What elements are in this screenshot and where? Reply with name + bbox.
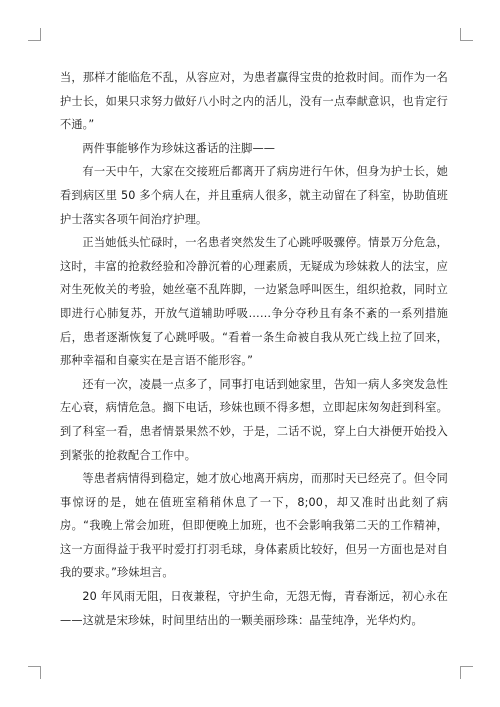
crop-mark-bottom-left <box>28 666 41 679</box>
paragraph-1: 当，那样才能临危不乱，从容应对，为患者赢得宝贵的抢救时间。而作为一名护士长，如果只求努力做好八小时之内的活儿，没有一点奉献意识，也肯定行不通。” <box>60 71 448 132</box>
crop-mark-bottom-right <box>460 666 473 679</box>
paragraph-2: 两件事能够作为珍妹这番话的注脚—— <box>82 141 276 155</box>
paragraph-3: 有一天中午，大家在交接班后都离开了病房进行午休，但身为护士长，她看到病区里 50 多个病人在，并且重病人很多，就主动留在了科室，协助值班护士落实各项午间治疗护理。 <box>60 165 448 226</box>
crop-mark-top-left <box>28 28 41 41</box>
paragraph-5: 还有一次，凌晨一点多了，同事打电话到她家里，告知一病人多突发急性左心衰，病情危急。搁下电话，珍妹也顾不得多想，立即起床匆匆赶到科室。到了科室一看，患者情景果然不妙，于是，二话不说，穿上白大褂便开始投入到紧张的抢救配合工作中。 <box>60 377 448 462</box>
paragraph-6: 等患者病情得到稳定，她才放心地离开病房，而那时天已经亮了。但令同事惊讶的是，她在值班室稍稍休息了一下，8;00，却又准时出此刻了病房。“我晚上常会加班，但即便晚上加班，也不会影响我第二天的工作精神，这一方面得益于我平时爱打打羽毛球，身体素质比较好，但另一方面也是对自我的要求。”珍妹坦言。 <box>60 472 448 580</box>
document-body <box>60 66 448 632</box>
paragraph-4: 正当她低头忙碌时，一名患者突然发生了心跳呼吸骤停。情景万分危急，这时，丰富的抢救经验和冷静沉着的心理素质，无疑成为珍妹救人的法宝，应对生死攸关的考验，她丝毫不乱阵脚，一边紧急呼叫医生，组织抢救，同时立即进行心肺复苏，开放气道辅助呼吸……争分夺秒且有条不紊的一系列措施后，患者逐渐恢复了心跳呼吸。“看着一条生命被自我从死亡线上拉了回来，那种幸福和自豪实在是言语不能形容。” <box>60 236 448 368</box>
crop-mark-top-right <box>460 28 473 41</box>
paragraph-7: 20 年风雨无阻，日夜兼程，守护生命，无怨无悔，青春渐远，初心永在——这就是宋珍妹，时间里结出的一颗美丽珍珠：晶莹纯净，光华灼灼。 <box>60 590 448 627</box>
